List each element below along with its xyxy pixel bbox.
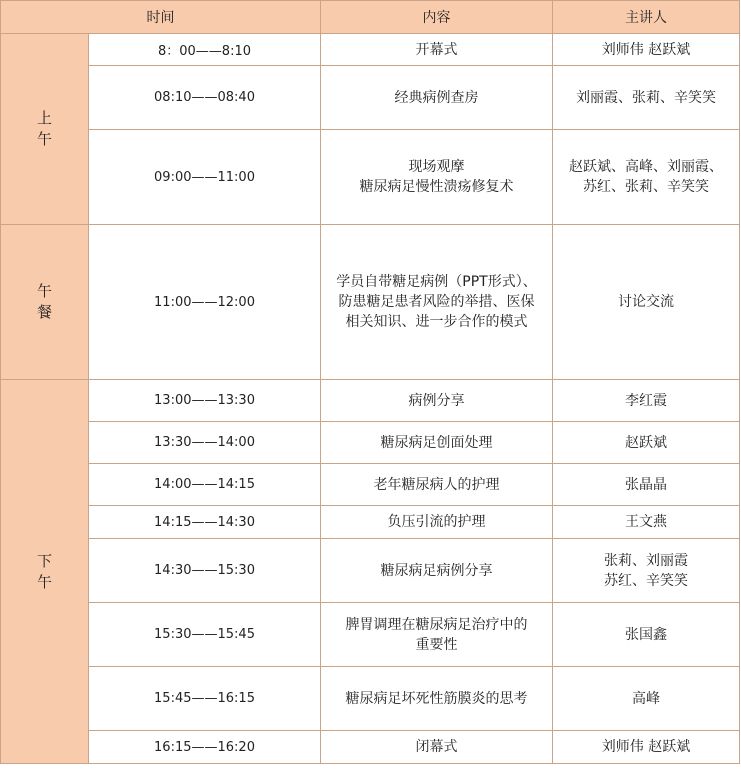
time-cell: 15:45——16:15: [89, 667, 321, 731]
period-char: 午: [36, 572, 52, 591]
table-row: [1, 34, 740, 66]
header-speaker: 主讲人: [553, 1, 740, 34]
period-char: 上: [36, 109, 52, 127]
table-row: [1, 66, 740, 130]
content-line: 病例分享: [408, 392, 465, 409]
table-row: [1, 130, 740, 225]
content-line: 经典病例查房: [394, 89, 479, 106]
table-row: [1, 464, 740, 506]
speaker-line: 刘丽霞、张莉、辛笑笑: [576, 89, 716, 106]
content-line: 防患糖足患者风险的举措、医保: [338, 294, 535, 310]
header-content: 内容: [321, 1, 553, 34]
period-lunch: [1, 225, 89, 380]
content-cell: [321, 34, 553, 66]
content-line: 老年糖尿病人的护理: [373, 476, 500, 493]
table-row: [1, 539, 740, 603]
table-row: [1, 731, 740, 764]
speaker-line: 刘师伟 赵跃斌: [601, 739, 691, 755]
period-afternoon: [1, 380, 89, 764]
content-cell: [321, 506, 553, 539]
time-cell: 14:00——14:15: [89, 464, 321, 506]
time-cell: 15:30——15:45: [89, 603, 321, 667]
speaker-line: 张晶晶: [625, 476, 667, 493]
content-cell: [321, 380, 553, 422]
speaker-line: 高峰: [632, 690, 660, 707]
speaker-cell: [553, 464, 740, 506]
speaker-line: 张国鑫: [625, 626, 667, 643]
period-char: 午: [36, 282, 52, 300]
period-morning: [1, 34, 89, 225]
content-line: 现场观摩: [408, 159, 465, 175]
content-cell: [321, 464, 553, 506]
speaker-line: 苏红、张莉、辛笑笑: [583, 179, 709, 195]
content-cell: [321, 66, 553, 130]
speaker-line: 苏红、辛笑笑: [604, 572, 688, 589]
content-line: 糖尿病足病例分享: [380, 562, 493, 579]
speaker-cell: [553, 34, 740, 66]
time-cell: 8：00——8:10: [89, 34, 321, 66]
table-row: [1, 506, 740, 539]
content-cell: [321, 539, 553, 603]
speaker-line: 张莉、刘丽霞: [604, 552, 688, 569]
content-line: 糖尿病足慢性溃疡修复术: [359, 179, 514, 195]
header-row: [1, 1, 740, 34]
content-line: 脾胃调理在糖尿病足治疗中的: [345, 616, 528, 633]
header-time: 时间: [1, 1, 321, 34]
time-cell: 16:15——16:20: [89, 731, 321, 764]
content-line: 学员自带糖足病例（PPT形式）、: [336, 274, 537, 290]
content-line: 闭幕式: [415, 739, 458, 755]
content-line: 糖尿病足创面处理: [380, 434, 493, 451]
speaker-cell: [553, 130, 740, 225]
content-cell: [321, 130, 553, 225]
time-cell: 11:00——12:00: [89, 225, 321, 380]
table-row: [1, 667, 740, 731]
speaker-line: 王文燕: [625, 514, 667, 530]
content-line: 相关知识、进一步合作的模式: [345, 314, 528, 330]
speaker-cell: [553, 66, 740, 130]
time-cell: 13:30——14:00: [89, 422, 321, 464]
speaker-cell: [553, 380, 740, 422]
speaker-line: 刘师伟 赵跃斌: [601, 41, 691, 58]
speaker-cell: [553, 506, 740, 539]
speaker-line: 赵跃斌、高峰、刘丽霞、: [569, 159, 723, 175]
content-cell: [321, 603, 553, 667]
table-row: [1, 603, 740, 667]
speaker-cell: [553, 225, 740, 380]
period-char: 餐: [36, 303, 52, 321]
speaker-cell: [553, 539, 740, 603]
content-cell: [321, 225, 553, 380]
time-cell: 09:00——11:00: [89, 130, 321, 225]
speaker-cell: [553, 422, 740, 464]
speaker-cell: [553, 603, 740, 667]
content-line: 开幕式: [415, 41, 458, 58]
table-row: [1, 225, 740, 380]
time-cell: 14:30——15:30: [89, 539, 321, 603]
content-cell: [321, 667, 553, 731]
table-row: [1, 380, 740, 422]
content-cell: [321, 422, 553, 464]
speaker-line: 赵跃斌: [625, 434, 667, 451]
speaker-line: 讨论交流: [618, 294, 674, 310]
speaker-cell: [553, 731, 740, 764]
table-row: [1, 422, 740, 464]
content-line: 重要性: [415, 636, 458, 653]
time-cell: 08:10——08:40: [89, 66, 321, 130]
content-line: 负压引流的护理: [387, 514, 486, 530]
speaker-cell: [553, 667, 740, 731]
time-cell: 13:00——13:30: [89, 380, 321, 422]
content-cell: [321, 731, 553, 764]
content-line: 糖尿病足坏死性筋膜炎的思考: [345, 690, 528, 707]
period-char: 午: [36, 130, 52, 148]
time-cell: 14:15——14:30: [89, 506, 321, 539]
period-char: 下: [36, 551, 52, 570]
speaker-line: 李红霞: [625, 392, 667, 409]
